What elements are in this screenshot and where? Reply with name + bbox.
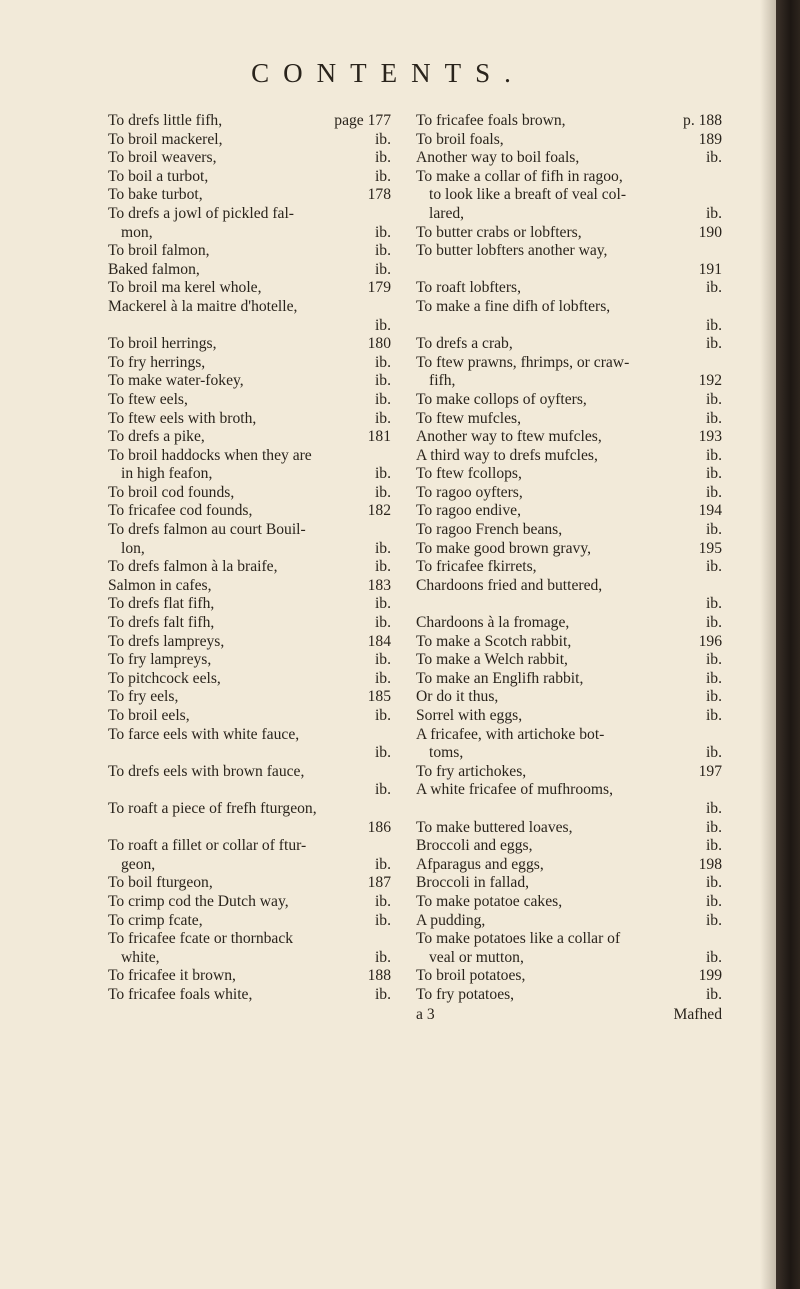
toc-entry xyxy=(416,484,722,503)
entry-title: To fricafee fcate or thornback xyxy=(108,930,294,948)
right-entries xyxy=(416,112,722,1005)
toc-entry xyxy=(108,558,391,577)
entry-page-number: ib. xyxy=(374,353,391,371)
entry-page-number: 187 xyxy=(367,874,391,892)
entry-title: To ftew mufcles, xyxy=(416,409,521,427)
toc-entry xyxy=(416,447,722,466)
entry-title: To broil potatoes, xyxy=(416,967,526,985)
toc-entry xyxy=(108,261,391,280)
entry-title: To broil eels, xyxy=(108,707,190,724)
toc-entry xyxy=(108,112,391,131)
entry-page-number: ib. xyxy=(374,614,391,632)
toc-entry xyxy=(108,614,391,633)
entry-page-number: 188 xyxy=(367,967,391,985)
entry-page-number: ib. xyxy=(374,985,391,1003)
entry-title: To roaft lobfters, xyxy=(416,279,521,297)
entry-title: To fry lampreys, xyxy=(108,651,212,669)
entry-page-number: ib. xyxy=(705,707,722,724)
entry-title: To fricafee cod founds, xyxy=(108,502,253,520)
entry-page-number: 192 xyxy=(698,372,722,390)
entry-title: Mackerel à la maitre d'hotelle, xyxy=(108,297,298,315)
entry-page-number: ib. xyxy=(374,744,391,762)
toc-entry xyxy=(108,168,391,187)
entry-title: To make an Englifh rabbit, xyxy=(416,669,584,687)
toc-entry xyxy=(416,391,722,410)
entry-title: To drefs falt fifh, xyxy=(108,614,215,632)
toc-entry xyxy=(416,763,722,782)
entry-page-number: ib. xyxy=(374,223,391,241)
entry-title-continuation: veal or mutton, xyxy=(429,948,524,966)
left-column xyxy=(108,112,391,1005)
entry-title: To pitchcock eels, xyxy=(108,669,221,687)
toc-entry xyxy=(108,502,391,521)
right-column xyxy=(416,112,722,1024)
entry-title: To fry eels, xyxy=(108,688,179,706)
entry-page-number: 196 xyxy=(698,632,722,650)
entry-page-number: ib. xyxy=(705,948,722,966)
toc-entry xyxy=(416,298,722,335)
toc-entry xyxy=(108,205,391,242)
toc-entry xyxy=(108,688,391,707)
toc-entry xyxy=(108,428,391,447)
entry-page-number: ib. xyxy=(374,390,391,408)
entry-title: To bake turbot, xyxy=(108,186,203,204)
entry-title: A pudding, xyxy=(416,911,486,929)
entry-page-number: ib. xyxy=(374,595,391,613)
toc-entry xyxy=(108,447,391,484)
entry-title: To drefs flat fifh, xyxy=(108,595,215,613)
entry-page-number: ib. xyxy=(705,316,722,334)
entry-page-number: ib. xyxy=(705,409,722,427)
entry-title-continuation: toms, xyxy=(429,744,464,762)
entry-page-number: 193 xyxy=(698,428,722,446)
toc-entry xyxy=(108,335,391,354)
toc-entry xyxy=(416,837,722,856)
entry-title-continuation: lared, xyxy=(429,204,465,222)
entry-title: To broil cod founds, xyxy=(108,483,235,501)
entry-page-number: 183 xyxy=(367,576,391,594)
toc-entry xyxy=(108,707,391,726)
entry-title: To drefs lampreys, xyxy=(108,632,225,650)
entry-title: To make a Scotch rabbit, xyxy=(416,632,572,650)
catchword: Mafhed xyxy=(673,1005,722,1023)
toc-entry xyxy=(416,726,722,763)
entry-page-number: ib. xyxy=(374,409,391,427)
entry-page-number: 180 xyxy=(367,335,391,353)
entry-page-number: 178 xyxy=(367,186,391,204)
entry-page-number: ib. xyxy=(374,892,391,910)
toc-entry xyxy=(416,986,722,1005)
entry-title: To ftew eels with broth, xyxy=(108,409,257,427)
entry-title: A white fricafee of mufhrooms, xyxy=(416,781,614,799)
entry-page-number: ib. xyxy=(705,818,722,836)
toc-entry xyxy=(416,224,722,243)
toc-entry xyxy=(416,410,722,429)
toc-entry xyxy=(108,763,391,800)
entry-title: To make a Welch rabbit, xyxy=(416,651,568,669)
entry-page-number: ib. xyxy=(705,390,722,408)
page-edge-shadow xyxy=(760,0,776,1289)
entry-title: To butter lobfters another way, xyxy=(416,242,608,260)
entry-title: To make potatoes like a collar of xyxy=(416,930,621,948)
entry-page-number: ib. xyxy=(705,279,722,297)
entry-page-number: ib. xyxy=(705,985,722,1003)
page-footer xyxy=(416,1005,722,1025)
entry-page-number: ib. xyxy=(705,335,722,353)
toc-entry xyxy=(416,967,722,986)
entry-page-number: ib. xyxy=(705,799,722,817)
toc-entry xyxy=(108,298,391,335)
toc-entry xyxy=(108,484,391,503)
entry-title: To ragoo oyfters, xyxy=(416,483,523,501)
entry-page-number: 191 xyxy=(698,260,722,278)
toc-entry xyxy=(416,558,722,577)
entry-title: To make potatoe cakes, xyxy=(416,892,563,910)
entry-page-number: ib. xyxy=(705,521,722,539)
entry-title: To ragoo endive, xyxy=(416,502,521,520)
entry-title: To drefs a jowl of pickled fal- xyxy=(108,204,294,222)
entry-page-number: ib. xyxy=(705,558,722,576)
toc-entry xyxy=(108,279,391,298)
entry-page-number: ib. xyxy=(374,707,391,724)
entry-title: To fricafee fkirrets, xyxy=(416,558,537,576)
entry-title-continuation: fifh, xyxy=(429,372,456,390)
toc-entry xyxy=(416,912,722,931)
toc-entry xyxy=(416,521,722,540)
entry-page-number: 182 xyxy=(367,502,391,520)
entry-page-number: ib. xyxy=(374,260,391,278)
entry-title: To ftew fcollops, xyxy=(416,465,522,483)
entry-title: To broil haddocks when they are xyxy=(108,446,312,464)
entry-page-number: 190 xyxy=(698,223,722,241)
entry-title: To broil herrings, xyxy=(108,335,217,353)
toc-entry xyxy=(108,874,391,893)
entry-page-number: ib. xyxy=(705,465,722,483)
toc-entry xyxy=(108,893,391,912)
toc-entry xyxy=(108,967,391,986)
toc-entry xyxy=(108,912,391,931)
entry-page-number: 197 xyxy=(698,762,722,780)
entry-title: Sorrel with eggs, xyxy=(416,707,523,724)
toc-entry xyxy=(416,614,722,633)
toc-entry xyxy=(108,986,391,1005)
entry-page-number: 185 xyxy=(367,688,391,706)
entry-title: To broil ma kerel whole, xyxy=(108,279,262,297)
entry-title: Or do it thus, xyxy=(416,688,499,706)
entry-page-number: ib. xyxy=(374,558,391,576)
entry-page-number: ib. xyxy=(705,669,722,687)
entry-title: To crimp cod the Dutch way, xyxy=(108,892,289,910)
toc-entry xyxy=(108,837,391,874)
entry-page-number: ib. xyxy=(374,149,391,167)
entry-title-continuation: in high feafon, xyxy=(121,465,213,483)
entry-page-number: ib. xyxy=(705,911,722,929)
entry-page-number: ib. xyxy=(374,539,391,557)
toc-entry xyxy=(416,893,722,912)
entry-page-number: ib. xyxy=(705,483,722,501)
entry-title: To boil fturgeon, xyxy=(108,874,213,892)
entry-title: To broil falmon, xyxy=(108,242,210,260)
toc-entry xyxy=(108,131,391,150)
entry-page-number: ib. xyxy=(705,149,722,167)
entry-title: To ragoo French beans, xyxy=(416,521,563,539)
toc-entry xyxy=(108,651,391,670)
toc-entry xyxy=(416,465,722,484)
entry-page-number: 189 xyxy=(698,130,722,148)
toc-entry xyxy=(108,670,391,689)
entry-title-continuation: geon, xyxy=(121,855,156,873)
entry-page-number: ib. xyxy=(374,948,391,966)
entry-title: Broccoli and eggs, xyxy=(416,837,533,855)
entry-page-number: ib. xyxy=(374,130,391,148)
entry-page-number: ib. xyxy=(374,465,391,483)
entry-page-number: 195 xyxy=(698,539,722,557)
entry-page-number: ib. xyxy=(705,614,722,632)
entry-title-continuation: white, xyxy=(121,948,160,966)
entry-page-number: ib. xyxy=(374,669,391,687)
toc-entry xyxy=(416,168,722,224)
toc-entry xyxy=(416,428,722,447)
toc-entry xyxy=(416,577,722,614)
entry-title-continuation: mon, xyxy=(121,223,153,241)
entry-page-number: ib. xyxy=(705,595,722,613)
entry-page-number: 198 xyxy=(698,855,722,873)
entry-page-number: 179 xyxy=(367,279,391,297)
entry-title: To ftew prawns, fhrimps, or craw- xyxy=(416,353,630,371)
entry-page-number: ib. xyxy=(374,372,391,390)
toc-entry xyxy=(108,186,391,205)
toc-entry xyxy=(108,930,391,967)
entry-title: To drefs a crab, xyxy=(416,335,513,353)
entry-title: Another way to boil foals, xyxy=(416,149,580,167)
entry-title: To drefs a pike, xyxy=(108,428,205,446)
entry-title: To roaft a fillet or collar of ftur- xyxy=(108,837,307,855)
entry-title: To fricafee it brown, xyxy=(108,967,236,985)
toc-entry xyxy=(416,242,722,279)
toc-entry xyxy=(416,651,722,670)
entry-title: To fricafee foals brown, xyxy=(416,112,566,129)
entry-page-number: 194 xyxy=(698,502,722,520)
toc-entry xyxy=(108,577,391,596)
entry-page-number: 184 xyxy=(367,632,391,650)
toc-entry xyxy=(416,819,722,838)
toc-entry xyxy=(416,335,722,354)
entry-title: To drefs falmon au court Bouil- xyxy=(108,521,306,539)
toc-entry xyxy=(108,242,391,261)
entry-title: To fricafee foals white, xyxy=(108,985,253,1003)
toc-entry xyxy=(416,633,722,652)
entry-page-number: p. 188 xyxy=(683,112,722,129)
entry-page-number: 186 xyxy=(367,818,391,836)
toc-entry xyxy=(108,726,391,763)
entry-title: Salmon in cafes, xyxy=(108,576,212,594)
toc-entry xyxy=(416,856,722,875)
toc-entry xyxy=(416,874,722,893)
entry-title: To broil weavers, xyxy=(108,149,217,167)
entry-page-number: ib. xyxy=(374,167,391,185)
entry-page-number: 199 xyxy=(698,967,722,985)
entry-page-number: ib. xyxy=(705,204,722,222)
entry-title: To broil foals, xyxy=(416,130,504,148)
entry-page-number: ib. xyxy=(374,651,391,669)
entry-title: To make a collar of fifh in ragoo, xyxy=(416,167,623,185)
entry-page-number: 181 xyxy=(367,428,391,446)
entry-title: Chardoons à la fromage, xyxy=(416,614,570,632)
entry-page-number: ib. xyxy=(374,316,391,334)
toc-entry xyxy=(416,279,722,298)
toc-entry xyxy=(108,354,391,373)
entry-title: To butter crabs or lobfters, xyxy=(416,223,582,241)
entry-page-number: ib. xyxy=(705,744,722,762)
signature-mark: a 3 xyxy=(416,1005,435,1023)
entry-title: Broccoli in fallad, xyxy=(416,874,530,892)
toc-entry xyxy=(108,391,391,410)
toc-entry xyxy=(416,688,722,707)
entry-title: To fry potatoes, xyxy=(416,985,515,1003)
entry-title: To crimp fcate, xyxy=(108,911,203,929)
entry-page-number: ib. xyxy=(374,242,391,260)
entry-title: Afparagus and eggs, xyxy=(416,855,544,873)
entry-title: To make good brown gravy, xyxy=(416,539,592,557)
toc-entry xyxy=(416,131,722,150)
entry-page-number: ib. xyxy=(374,855,391,873)
entry-title: To drefs falmon à la braife, xyxy=(108,558,278,576)
entry-page-number: ib. xyxy=(705,837,722,855)
entry-page-number: ib. xyxy=(705,874,722,892)
entry-title-continuation: lon, xyxy=(121,539,145,557)
entry-title: To broil mackerel, xyxy=(108,130,223,148)
entry-title: To farce eels with white fauce, xyxy=(108,725,300,743)
entry-title: To fry herrings, xyxy=(108,353,206,371)
entry-title: To make buttered loaves, xyxy=(416,818,573,836)
toc-entry xyxy=(416,502,722,521)
entry-title: To drefs eels with brown fauce, xyxy=(108,762,305,780)
entry-title: Baked falmon, xyxy=(108,260,200,278)
toc-entry xyxy=(416,354,722,391)
toc-entry xyxy=(416,149,722,168)
entry-title: To roaft a piece of frefh fturgeon, xyxy=(108,799,317,817)
entry-title: A fricafee, with artichoke bot- xyxy=(416,725,605,743)
toc-entry xyxy=(416,781,722,818)
toc-entry xyxy=(416,930,722,967)
entry-title: To make collops of oyfters, xyxy=(416,390,587,408)
toc-entry xyxy=(108,410,391,429)
toc-entry xyxy=(108,521,391,558)
page-heading: CONTENTS. xyxy=(251,58,525,88)
book-binding-edge xyxy=(776,0,800,1289)
entry-title: To fry artichokes, xyxy=(416,762,527,780)
entry-title: To make a fine difh of lobfters, xyxy=(416,297,611,315)
entry-title: To drefs little fifh, xyxy=(108,112,223,129)
entry-page-number: ib. xyxy=(374,781,391,799)
entry-page-number: ib. xyxy=(705,892,722,910)
entry-title: To make water-fokey, xyxy=(108,372,244,390)
entry-title: Another way to ftew mufcles, xyxy=(416,428,602,446)
toc-entry xyxy=(108,372,391,391)
toc-entry xyxy=(416,707,722,726)
entry-page-number: ib. xyxy=(705,651,722,669)
entry-title: To boil a turbot, xyxy=(108,167,209,185)
toc-entry xyxy=(108,633,391,652)
entry-page-number: ib. xyxy=(374,911,391,929)
entry-title: A third way to drefs mufcles, xyxy=(416,446,598,464)
entry-title-continuation: to look like a breaft of veal col- xyxy=(429,186,627,204)
toc-entry xyxy=(416,112,722,131)
entry-page-number: ib. xyxy=(705,688,722,706)
entry-page-number: ib. xyxy=(705,446,722,464)
entry-page-number: page 177 xyxy=(334,112,391,129)
entry-page-number: ib. xyxy=(374,483,391,501)
entry-title: To ftew eels, xyxy=(108,390,188,408)
entry-title: Chardoons fried and buttered, xyxy=(416,576,603,594)
toc-entry xyxy=(108,149,391,168)
toc-entry xyxy=(108,800,391,837)
toc-entry xyxy=(416,540,722,559)
toc-entry xyxy=(416,670,722,689)
toc-entry xyxy=(108,595,391,614)
